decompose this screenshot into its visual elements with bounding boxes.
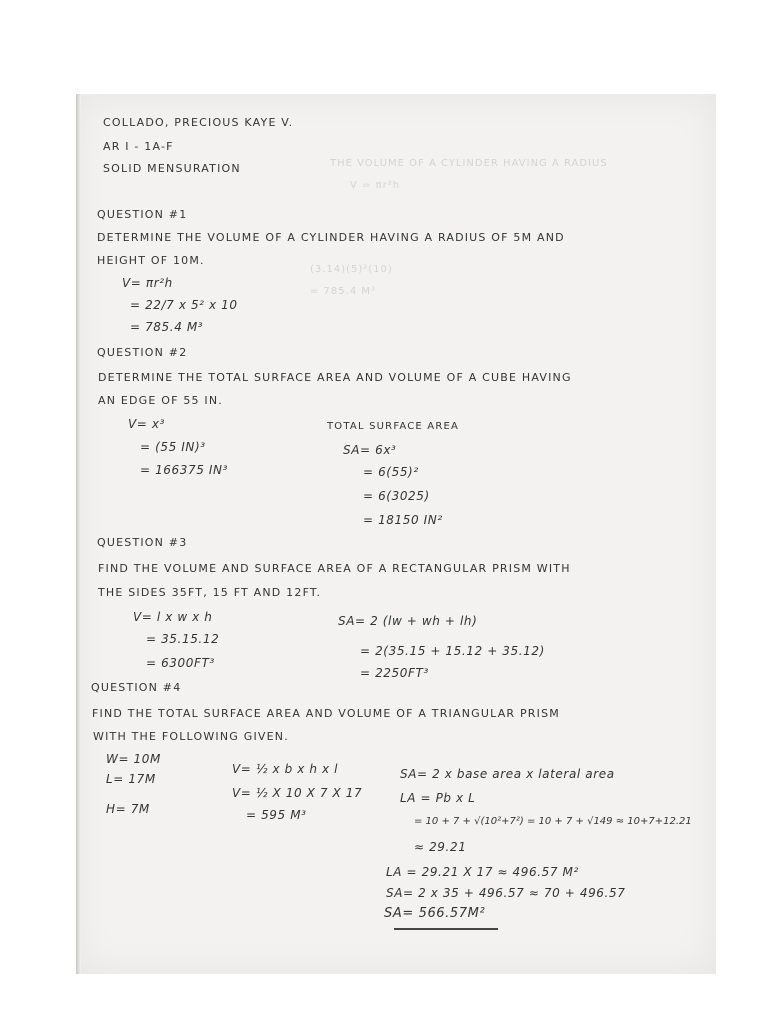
- work-line: SA= 2 x 35 + 496.57 ≈ 70 + 496.57: [386, 886, 626, 900]
- photo-background: [0, 0, 768, 94]
- question-prompt: AN EDGE OF 55 IN.: [98, 394, 223, 407]
- work-line: V= ½ X 10 X 7 X 17: [232, 786, 363, 800]
- question-prompt: WITH THE FOLLOWING GIVEN.: [93, 730, 289, 743]
- work-line: SA= 2 (lw + wh + lh): [338, 614, 478, 628]
- given-value: L= 17M: [106, 772, 156, 786]
- class-section: AR I - 1A-F: [103, 140, 174, 153]
- work-line: = 6(3025): [363, 489, 430, 503]
- work-line: V= x³: [128, 417, 165, 431]
- given-value: H= 7M: [106, 802, 150, 816]
- answer-line: = 166375 IN³: [140, 463, 229, 477]
- question-prompt: DETERMINE THE VOLUME OF A CYLINDER HAVING A RADIUS OF 5M AND: [97, 231, 565, 244]
- bleed-through-line: V = πr²h: [350, 180, 401, 191]
- bleed-through-line: (3.14)(5)²(10): [310, 264, 393, 275]
- work-line: = 35.15.12: [146, 632, 220, 646]
- answer-line: = 2250FT³: [360, 666, 429, 680]
- answer-line: = 18150 IN²: [363, 513, 443, 527]
- work-line: V= πr²h: [122, 276, 173, 290]
- question-prompt: FIND THE VOLUME AND SURFACE AREA OF A RECTANGULAR PRISM WITH: [98, 562, 571, 575]
- question-prompt: DETERMINE THE TOTAL SURFACE AREA AND VOLUME OF A CUBE HAVING: [98, 371, 572, 384]
- work-line: = (55 IN)³: [140, 440, 206, 454]
- student-name: COLLADO, PRECIOUS KAYE V.: [103, 116, 294, 129]
- question-prompt: FIND THE TOTAL SURFACE AREA AND VOLUME OF A TRIANGULAR PRISM: [92, 707, 560, 720]
- paper-edge-shadow: [76, 94, 81, 974]
- work-line: = 6(55)²: [363, 465, 419, 479]
- final-answer: SA= 566.57M²: [384, 906, 486, 921]
- work-line: = 10 + 7 + √(10²+7²) = 10 + 7 + √149 ≈ 10+7+12.21: [414, 816, 692, 827]
- work-line: V= ½ x b x h x l: [232, 762, 339, 776]
- answer-line: = 595 M³: [246, 808, 307, 822]
- bleed-through-line: THE VOLUME OF A CYLINDER HAVING A RADIUS: [330, 158, 608, 169]
- question-prompt: HEIGHT OF 10M.: [97, 254, 205, 267]
- work-line: = 2(35.15 + 15.12 + 35.12): [360, 644, 545, 658]
- question-prompt: THE SIDES 35FT, 15 FT AND 12FT.: [98, 586, 322, 599]
- answer-line: = 6300FT³: [146, 656, 215, 670]
- work-line: V= l x w x h: [133, 610, 213, 624]
- bleed-through-line: = 785.4 M³: [310, 286, 377, 297]
- given-value: W= 10M: [106, 752, 161, 766]
- subject-title: SOLID MENSURATION: [103, 162, 241, 175]
- question-heading: QUESTION #2: [97, 346, 188, 359]
- work-line: LA = Pb x L: [400, 791, 476, 805]
- answer-underline: [394, 928, 498, 930]
- work-line: LA = 29.21 X 17 ≈ 496.57 M²: [386, 865, 579, 879]
- work-line: = 22/7 x 5² x 10: [130, 298, 238, 312]
- tsa-label: TOTAL SURFACE AREA: [327, 421, 460, 432]
- work-line: SA= 2 x base area x lateral area: [400, 767, 615, 781]
- answer-line: = 785.4 M³: [130, 320, 204, 334]
- work-line: ≈ 29.21: [414, 840, 467, 854]
- question-heading: QUESTION #1: [97, 208, 188, 221]
- question-heading: QUESTION #4: [91, 681, 182, 694]
- work-line: SA= 6x³: [343, 443, 397, 457]
- question-heading: QUESTION #3: [97, 536, 188, 549]
- paper-sheet: [76, 94, 716, 974]
